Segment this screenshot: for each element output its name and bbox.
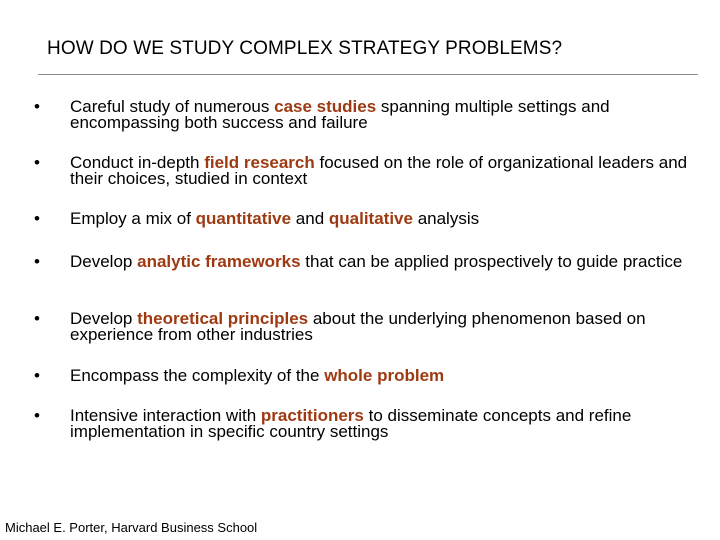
bullet-marker: •	[34, 97, 40, 116]
bullet-text-post: focused on the role of organizational leaders and their choices, studied in context	[70, 153, 688, 188]
bullet-marker: •	[34, 153, 40, 172]
bullet-text	[70, 368, 690, 384]
bullet-text	[70, 408, 690, 440]
bullet-highlight: theoretical principles	[137, 309, 309, 328]
bullet-text	[70, 311, 690, 343]
bullet-text	[70, 155, 690, 187]
bullet-marker: •	[34, 406, 40, 425]
bullet-text-post-2: analysis	[412, 209, 480, 228]
bullet-text	[70, 211, 690, 227]
bullet-text	[70, 99, 690, 131]
author-footer: Michael E. Porter, Harvard Business School	[5, 520, 258, 535]
bullet-highlight: practitioners	[260, 406, 364, 425]
bullet-text-post: spanning multiple settings and encompassing both success and failure	[70, 97, 610, 132]
bullet-highlight: case studies	[274, 97, 377, 116]
bullet-text-post: to disseminate concepts and refine implementation in specific country settings	[70, 406, 632, 441]
bullet-text-post: that can be applied prospectively to guide practice	[300, 252, 683, 271]
bullet-text-post: about the underlying phenomenon based on experience from other industries	[70, 309, 646, 344]
page-title: HOW DO WE STUDY COMPLEX STRATEGY PROBLEMS?	[47, 38, 563, 59]
bullet-highlight-2: qualitative	[328, 209, 413, 228]
bullet-highlight: field research	[204, 153, 315, 172]
bullet-highlight: quantitative	[195, 209, 292, 228]
bullet-text-pre: Conduct in-depth	[70, 153, 205, 172]
bullet-text-pre: Intensive interaction with	[70, 406, 261, 425]
bullet-text-pre: Develop	[70, 252, 138, 271]
bullet-marker: •	[34, 252, 40, 271]
bullet-text-pre: Careful study of numerous	[70, 97, 275, 116]
bullet-marker: •	[34, 366, 40, 385]
bullet-text-pre: Develop	[70, 309, 138, 328]
bullet-text-post: and	[291, 209, 329, 228]
bullet-marker: •	[34, 309, 40, 328]
bullet-text-pre: Employ a mix of	[70, 209, 196, 228]
bullet-text-pre: Encompass the complexity of the	[70, 366, 325, 385]
bullet-text	[70, 254, 690, 270]
bullet-marker: •	[34, 209, 40, 228]
bullet-highlight: analytic frameworks	[137, 252, 301, 271]
bullet-highlight: whole problem	[324, 366, 445, 385]
